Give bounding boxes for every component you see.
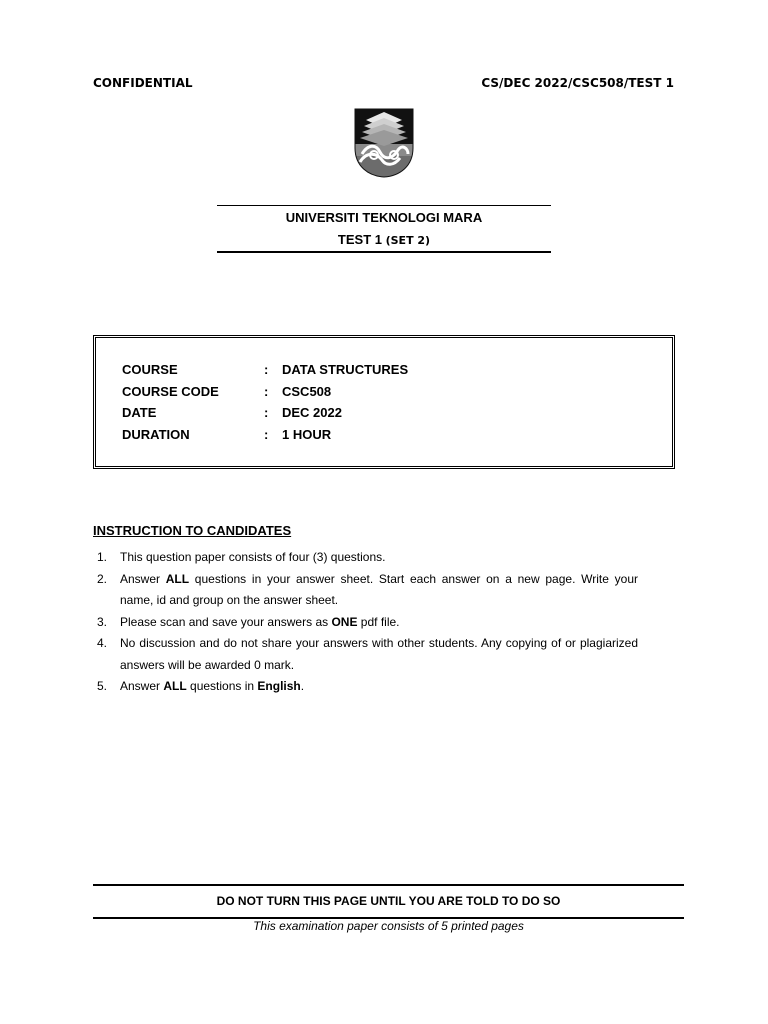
instruction-item — [93, 547, 638, 569]
detail-label: COURSE — [122, 362, 178, 377]
instruction-text: Answer — [120, 571, 166, 586]
instruction-number: 3. — [97, 614, 108, 629]
instruction-emphasis: ALL — [165, 571, 190, 586]
uitm-crest-icon — [354, 108, 414, 178]
footer-warning: DO NOT TURN THIS PAGE UNTIL YOU ARE TOLD TO DO SO — [216, 894, 561, 908]
instruction-text: pdf file. — [357, 614, 400, 629]
course-details-box — [93, 335, 675, 469]
instruction-text: No discussion and do not share your answers with other students. Any copying of or plagiarized answers will be awarded 0 mark. — [120, 636, 638, 672]
detail-value: DATA STRUCTURES — [282, 362, 409, 377]
instruction-number: 5. — [97, 679, 108, 693]
test-title — [217, 232, 551, 247]
instruction-item — [93, 676, 638, 698]
instruction-text: Please scan and save your answers as — [120, 614, 332, 629]
detail-colon: : — [264, 427, 269, 442]
instruction-emphasis: ONE — [331, 614, 358, 629]
instruction-item — [93, 569, 638, 612]
university-name: UNIVERSITI TEKNOLOGI MARA — [285, 210, 483, 225]
instruction-emphasis: English — [257, 679, 301, 693]
detail-label: DURATION — [122, 427, 190, 442]
instruction-text: This question paper consists of four (3) questions. — [120, 550, 386, 564]
instruction-item — [93, 633, 638, 676]
footer-top-rule — [93, 884, 684, 886]
instructions-list — [93, 547, 638, 698]
detail-colon: : — [264, 405, 269, 420]
instruction-number: 1. — [97, 550, 108, 564]
instructions-heading: INSTRUCTION TO CANDIDATES — [93, 523, 292, 538]
test-label: TEST 1 — [337, 232, 382, 247]
instruction-text: questions in your answer sheet. Start each answer on a new page. Write your name, id and group on the answer sheet. — [120, 571, 638, 607]
detail-label: COURSE CODE — [122, 384, 219, 399]
detail-value: CSC508 — [282, 384, 332, 399]
instruction-text: . — [300, 679, 305, 693]
title-top-rule — [217, 205, 551, 206]
detail-colon: : — [264, 362, 269, 377]
detail-value: DEC 2022 — [282, 405, 342, 420]
instruction-text: questions in — [186, 679, 258, 693]
detail-value: 1 HOUR — [282, 427, 332, 442]
instruction-item — [93, 612, 638, 634]
instruction-text: Answer — [120, 679, 164, 693]
title-bottom-rule — [217, 251, 551, 253]
instruction-emphasis: ALL — [163, 679, 187, 693]
detail-colon: : — [264, 384, 269, 399]
instruction-number: 4. — [97, 636, 108, 650]
set-label: (SET 2) — [385, 234, 431, 247]
page-count-note: This examination paper consists of 5 printed pages — [253, 919, 524, 933]
detail-label: DATE — [122, 405, 157, 420]
confidential-label: CONFIDENTIAL — [93, 76, 193, 90]
instruction-number: 2. — [97, 571, 108, 586]
paper-reference: CS/DEC 2022/CSC508/TEST 1 — [481, 76, 674, 90]
